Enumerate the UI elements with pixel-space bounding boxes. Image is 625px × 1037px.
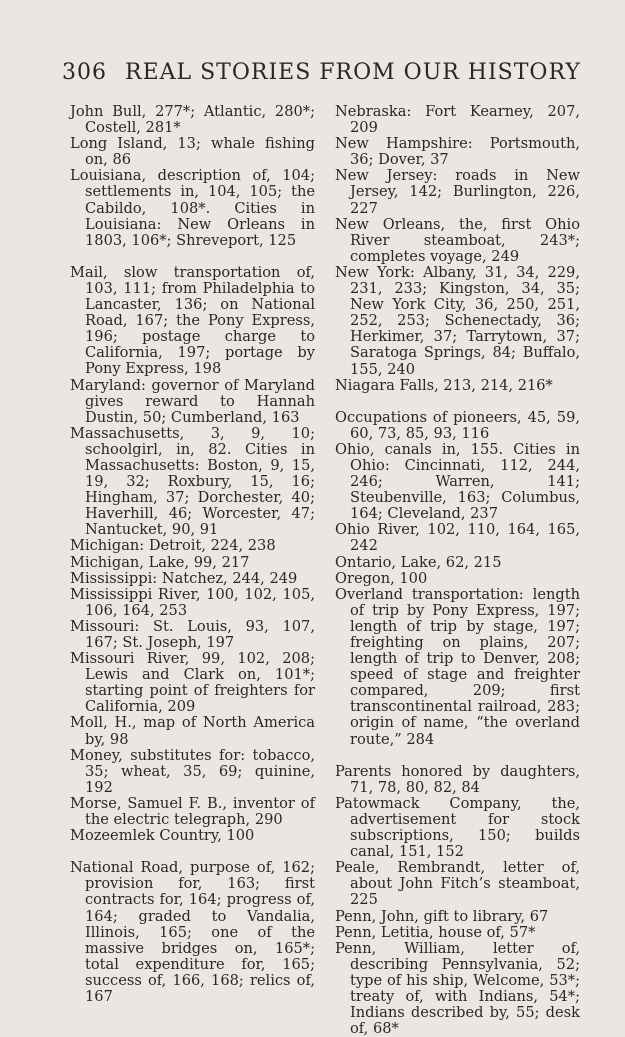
section-gap [70, 844, 315, 860]
index-entry: Louisiana, description of, 104; settlements in, 104, 105; the Cabildo, 108*. Cities in Louisiana: New Orleans in 1803, 106*; Shreveport, 125 [70, 167, 315, 249]
index-entry: Penn, William, letter of, describing Pennsylvania, 52; type of his ship, Welcome, 53*; treaty of, with Indians, 54*; Indians described by, 55; desk of, 68* [335, 939, 580, 1037]
index-entry: New Jersey: roads in New Jersey, 142; Burlington, 226, 227 [335, 167, 580, 217]
index-entry: Long Island, 13; whale fishing on, 86 [70, 135, 315, 169]
index-entry: Michigan, Lake, 99, 217 [70, 553, 250, 571]
index-entry: Mozeemlek Country, 100 [70, 827, 255, 845]
index-entry: Nebraska: Fort Kearney, 207, 209 [335, 103, 580, 137]
index-column-left [70, 104, 315, 1005]
index-entry: Missouri River, 99, 102, 208; Lewis and Clark on, 101*; starting point of freighters for California, 209 [70, 650, 315, 716]
section-gap [335, 748, 580, 764]
index-entry: New Hampshire: Portsmouth, 36; Dover, 37 [335, 135, 580, 169]
index-entry: Moll, H., map of North America by, 98 [70, 714, 315, 748]
index-entry: Morse, Samuel F. B., inventor of the electric telegraph, 290 [70, 794, 315, 829]
index-entry: Penn, Letitia, house of, 57* [335, 923, 536, 941]
index-entry: New York: Albany, 31, 34, 229, 231, 233; Kingston, 34, 35; New York City, 36, 250, 251, 252, 253; Schenectady, 36; Herkimer, 37; Tarrytown, 37; Saratoga Springs, 84; Buffalo, 155, 240 [335, 263, 580, 378]
index-entry: National Road, purpose of, 162; provision for, 163; first contracts for, 164; progress of, 164; graded to Vandalia, Illinois, 165; one of the massive bridges on, 165*; total expenditure for, 165; success of, 166, 168; relics of, 167 [70, 859, 315, 1005]
index-entry: Patowmack Company, the, advertisement for stock subscriptions, 150; builds canal, 151, 152 [335, 794, 580, 861]
index-entry: Peale, Rembrandt, letter of, about John Fitch’s steamboat, 225 [335, 859, 580, 909]
index-entry: Money, substitutes for: tobacco, 35; wheat, 35, 69; quinine, 192 [70, 746, 315, 796]
index-entry: Penn, John, gift to library, 67 [335, 907, 549, 925]
index-entry: Parents honored by daughters, 71, 78, 80, 82, 84 [335, 762, 580, 796]
section-gap [335, 394, 580, 410]
index-entry: John Bull, 277*; Atlantic, 280*; Costell, 281* [70, 103, 315, 137]
index-entry: Mississippi: Natchez, 244, 249 [70, 569, 298, 587]
index-entry: Ontario, Lake, 62, 215 [335, 553, 502, 571]
index-entry: Ohio, canals in, 155. Cities in Ohio: Cincinnati, 112, 244, 246; Warren, 141; Steubenville, 163; Columbus, 164; Cleveland, 237 [335, 440, 580, 523]
book-title: REAL STORIES FROM OUR HISTORY [125, 60, 581, 85]
index-entry: Mail, slow transportation of, 103, 111; from Philadelphia to Lancaster, 136; on National Road, 167; the Pony Express, 196; postage charge to California, 197; portage by Pony Express, 198 [70, 263, 315, 378]
index-entry: Maryland: governor of Maryland gives reward to Hannah Dustin, 50; Cumberland, 163 [70, 376, 315, 426]
index-entry: New Orleans, the, first Ohio River steamboat, 243*; completes voyage, 249 [335, 215, 580, 265]
index-entry: Mississippi River, 100, 102, 105, 106, 164, 253 [70, 585, 315, 619]
index-entry: Overland transportation: length of trip by Pony Express, 197; length of trip by stage, 197; freighting on plains, 207; length of trip to Denver, 208; speed of stage and freighter compared, 209; first transcontinental railroad, 283; origin of name, “the overland route,” 284 [335, 585, 580, 748]
page-number: 306 [62, 60, 107, 85]
index-entry: Michigan: Detroit, 224, 238 [70, 537, 276, 555]
running-header [62, 60, 581, 85]
index-entry: Missouri: St. Louis, 93, 107, 167; St. Joseph, 197 [70, 617, 315, 651]
index-entry: Oregon, 100 [335, 569, 428, 587]
index-column-right [335, 104, 580, 1037]
section-gap [70, 249, 315, 265]
index-entry: Niagara Falls, 213, 214, 216* [335, 376, 553, 394]
index-entry: Massachusetts, 3, 9, 10; schoolgirl, in, 82. Cities in Massachusetts: Boston, 9, 15, 19, 32; Roxbury, 15, 16; Hingham, 37; Dorchester, 40; Haverhill, 46; Worcester, 47; Nantucket, 90, 91 [70, 424, 315, 539]
index-entry: Ohio River, 102, 110, 164, 165, 242 [335, 521, 580, 555]
index-entry: Occupations of pioneers, 45, 59, 60, 73, 85, 93, 116 [335, 408, 580, 442]
